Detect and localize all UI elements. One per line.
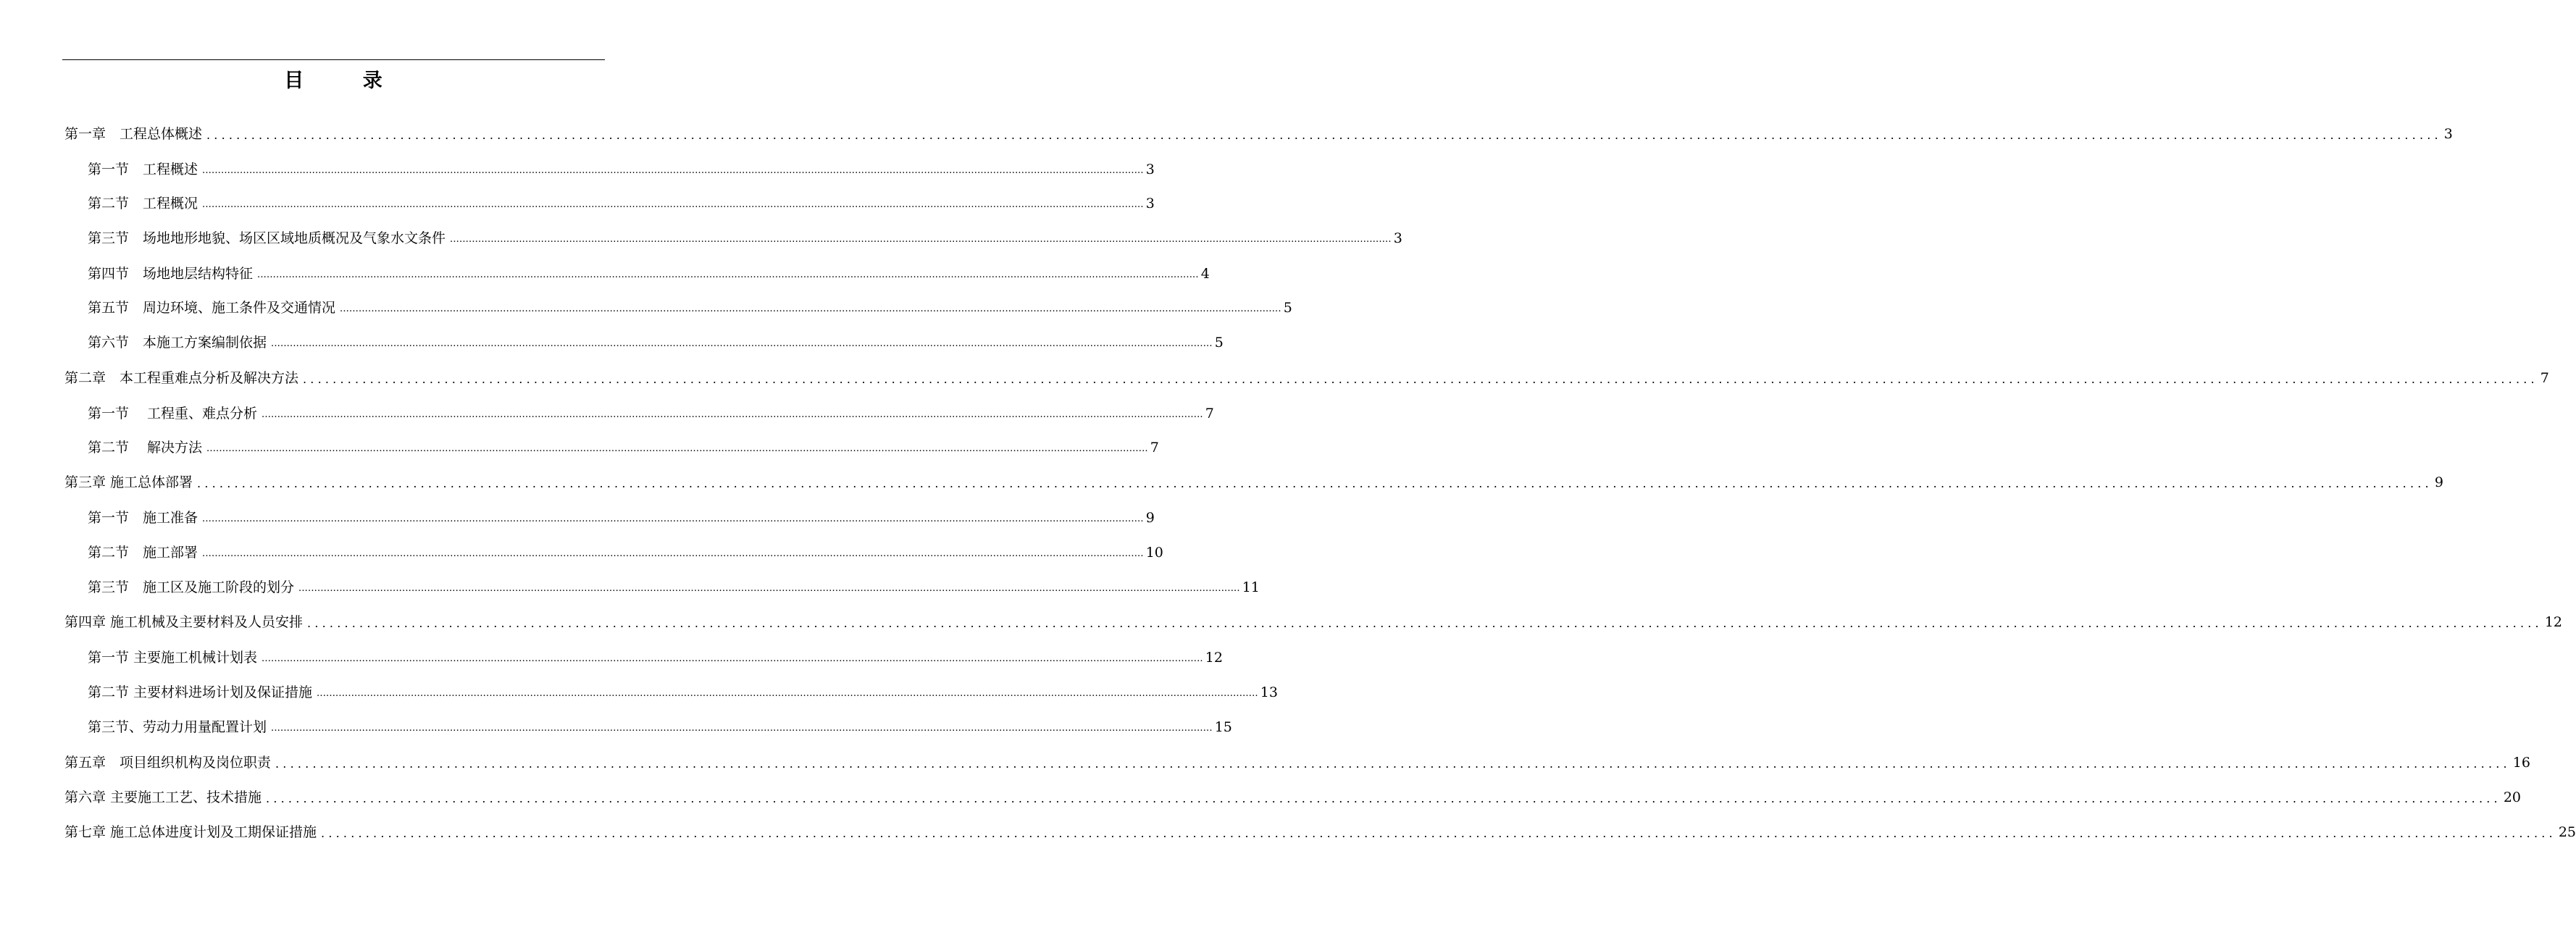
toc-entry-title: 第六章 主要施工工艺、技术措施 [64,789,262,805]
toc-entry[interactable] [88,403,1214,424]
toc-page-number: 9 [1145,510,1155,526]
toc-page-number: 3 [1145,162,1155,177]
toc-entry-title: 第二节 工程概况 [88,196,198,211]
toc-entry-title: 第五章 项目组织机构及岗位职责 [64,755,272,771]
toc-entry-title: 第五节 周边环境、施工条件及交通情况 [88,300,336,316]
toc-page-number: 12 [1205,650,1223,666]
toc-page-number: 4 [1200,266,1210,282]
toc-entry-title: 第六节 本施工方案编制依据 [88,335,267,351]
toc-leader-dots: ............................................................................................................................................................................................................................................................................................................ [202,199,1144,210]
toc-entry-title: 第一章 工程总体概述 [64,126,203,142]
toc-entry-title: 第二节 解决方法 [88,440,203,456]
toc-entry[interactable] [64,753,2530,773]
toc-entry[interactable] [64,472,2443,493]
page-title: 目 录 [284,70,409,92]
toc-leader-dots: ............................................................................................................................................................................................................................................................................................................ [275,757,2511,771]
toc-leader-dots: ............................................................................................................................................................................................................................................................................................................ [340,303,1281,314]
toc-entry[interactable] [64,787,2522,808]
toc-page-number: 10 [1145,545,1163,561]
toc-entry[interactable] [88,682,1278,703]
toc-leader-dots: ............................................................................................................................................................................................................................................................................................................ [262,653,1203,664]
toc-leader-dots: ............................................................................................................................................................................................................................................................................................................ [271,338,1213,349]
toc-entry-title: 第一节 工程重、难点分析 [88,406,258,422]
toc-entry[interactable] [64,368,2549,388]
toc-entry[interactable] [88,647,1223,668]
toc-entry[interactable] [64,612,2563,632]
toc-entry-title: 第四节 场地地层结构特征 [88,266,254,282]
toc-entry[interactable] [88,264,1210,284]
toc-entry-title: 第二节 施工部署 [88,545,198,561]
toc-leader-dots: ............................................................................................................................................................................................................................................................................................................ [257,269,1199,280]
toc-entry[interactable] [88,542,1163,563]
toc-leader-dots: ............................................................................................................................................................................................................................................................................................................ [303,372,2538,386]
toc-entry-title: 第七章 施工总体进度计划及工期保证措施 [64,824,317,840]
toc-page-number: 11 [1242,579,1260,595]
toc-leader-dots: ............................................................................................................................................................................................................................................................................................................ [450,234,1392,245]
toc-entry-title: 第二节 主要材料进场计划及保证措施 [88,684,313,700]
toc-leader-dots: ............................................................................................................................................................................................................................................................................................................ [262,409,1203,420]
toc-entry-title: 第一节 主要施工机械计划表 [88,650,258,666]
toc-entry-title: 第三章 施工总体部署 [64,474,193,490]
toc-page-number: 3 [2443,126,2453,142]
toc-entry[interactable] [88,159,1155,180]
toc-page-number: 7 [2540,370,2549,386]
toc-entry-title: 第一节 工程概述 [88,162,198,177]
toc-leader-dots: ............................................................................................................................................................................................................................................................................................................ [202,514,1144,524]
toc-entry[interactable] [88,717,1232,737]
toc-leader-dots: ............................................................................................................................................................................................................................................................................................................ [202,165,1144,176]
toc-leader-dots: ............................................................................................................................................................................................................................................................................................................ [298,583,1240,594]
toc-page-number: 12 [2544,614,2563,630]
toc-leader-dots: ............................................................................................................................................................................................................................................................................................................ [317,688,1258,699]
toc-entry[interactable] [88,437,1159,458]
toc-entry-title: 第三节 场地地形地貌、场区区域地质概况及气象水文条件 [88,230,446,246]
toc-entry[interactable] [88,228,1402,248]
toc-page-number: 3 [1393,230,1402,246]
toc-entry-title: 第二章 本工程重难点分析及解决方法 [64,370,299,386]
toc-page-number: 7 [1205,406,1214,422]
toc-page-number: 9 [2434,474,2443,490]
toc-leader-dots: ............................................................................................................................................................................................................................................................................................................ [321,826,2556,840]
toc-entry[interactable] [64,124,2453,144]
toc-entry-title: 第三节 施工区及施工阶段的划分 [88,579,295,595]
toc-page-number: 25 [2558,824,2576,840]
toc-entry-title: 第四章 施工机械及主要材料及人员安排 [64,614,304,630]
toc-entry[interactable] [88,298,1292,318]
toc-entry[interactable] [88,508,1155,528]
toc-leader-dots: ............................................................................................................................................................................................................................................................................................................ [197,477,2433,490]
toc-leader-dots: ............................................................................................................................................................................................................................................................................................................ [202,548,1144,559]
toc-leader-dots: ............................................................................................................................................................................................................................................................................................................ [266,792,2501,805]
toc-page-number: 5 [1214,335,1224,351]
toc-entry-title: 第一节 施工准备 [88,510,198,526]
toc-page-number: 16 [2512,755,2530,771]
toc-page-number: 13 [1260,684,1278,700]
toc-page-number: 20 [2503,789,2522,805]
toc-leader-dots: ............................................................................................................................................................................................................................................................................................................ [206,443,1148,454]
toc-entry[interactable] [64,822,2576,842]
toc-leader-dots: ............................................................................................................................................................................................................................................................................................................ [307,616,2543,630]
toc-entry[interactable] [88,332,1224,353]
toc-page-number: 5 [1283,300,1292,316]
toc-page-number: 3 [1145,196,1155,211]
toc-leader-dots: ............................................................................................................................................................................................................................................................................................................ [206,128,2442,142]
toc-page-number: 15 [1214,719,1232,735]
toc-page-number: 7 [1150,440,1159,456]
toc-entry[interactable] [88,193,1155,214]
toc-entry-title: 第三节、劳动力用量配置计划 [88,719,267,735]
toc-entry[interactable] [88,577,1260,598]
toc-leader-dots: ............................................................................................................................................................................................................................................................................................................ [271,723,1213,734]
